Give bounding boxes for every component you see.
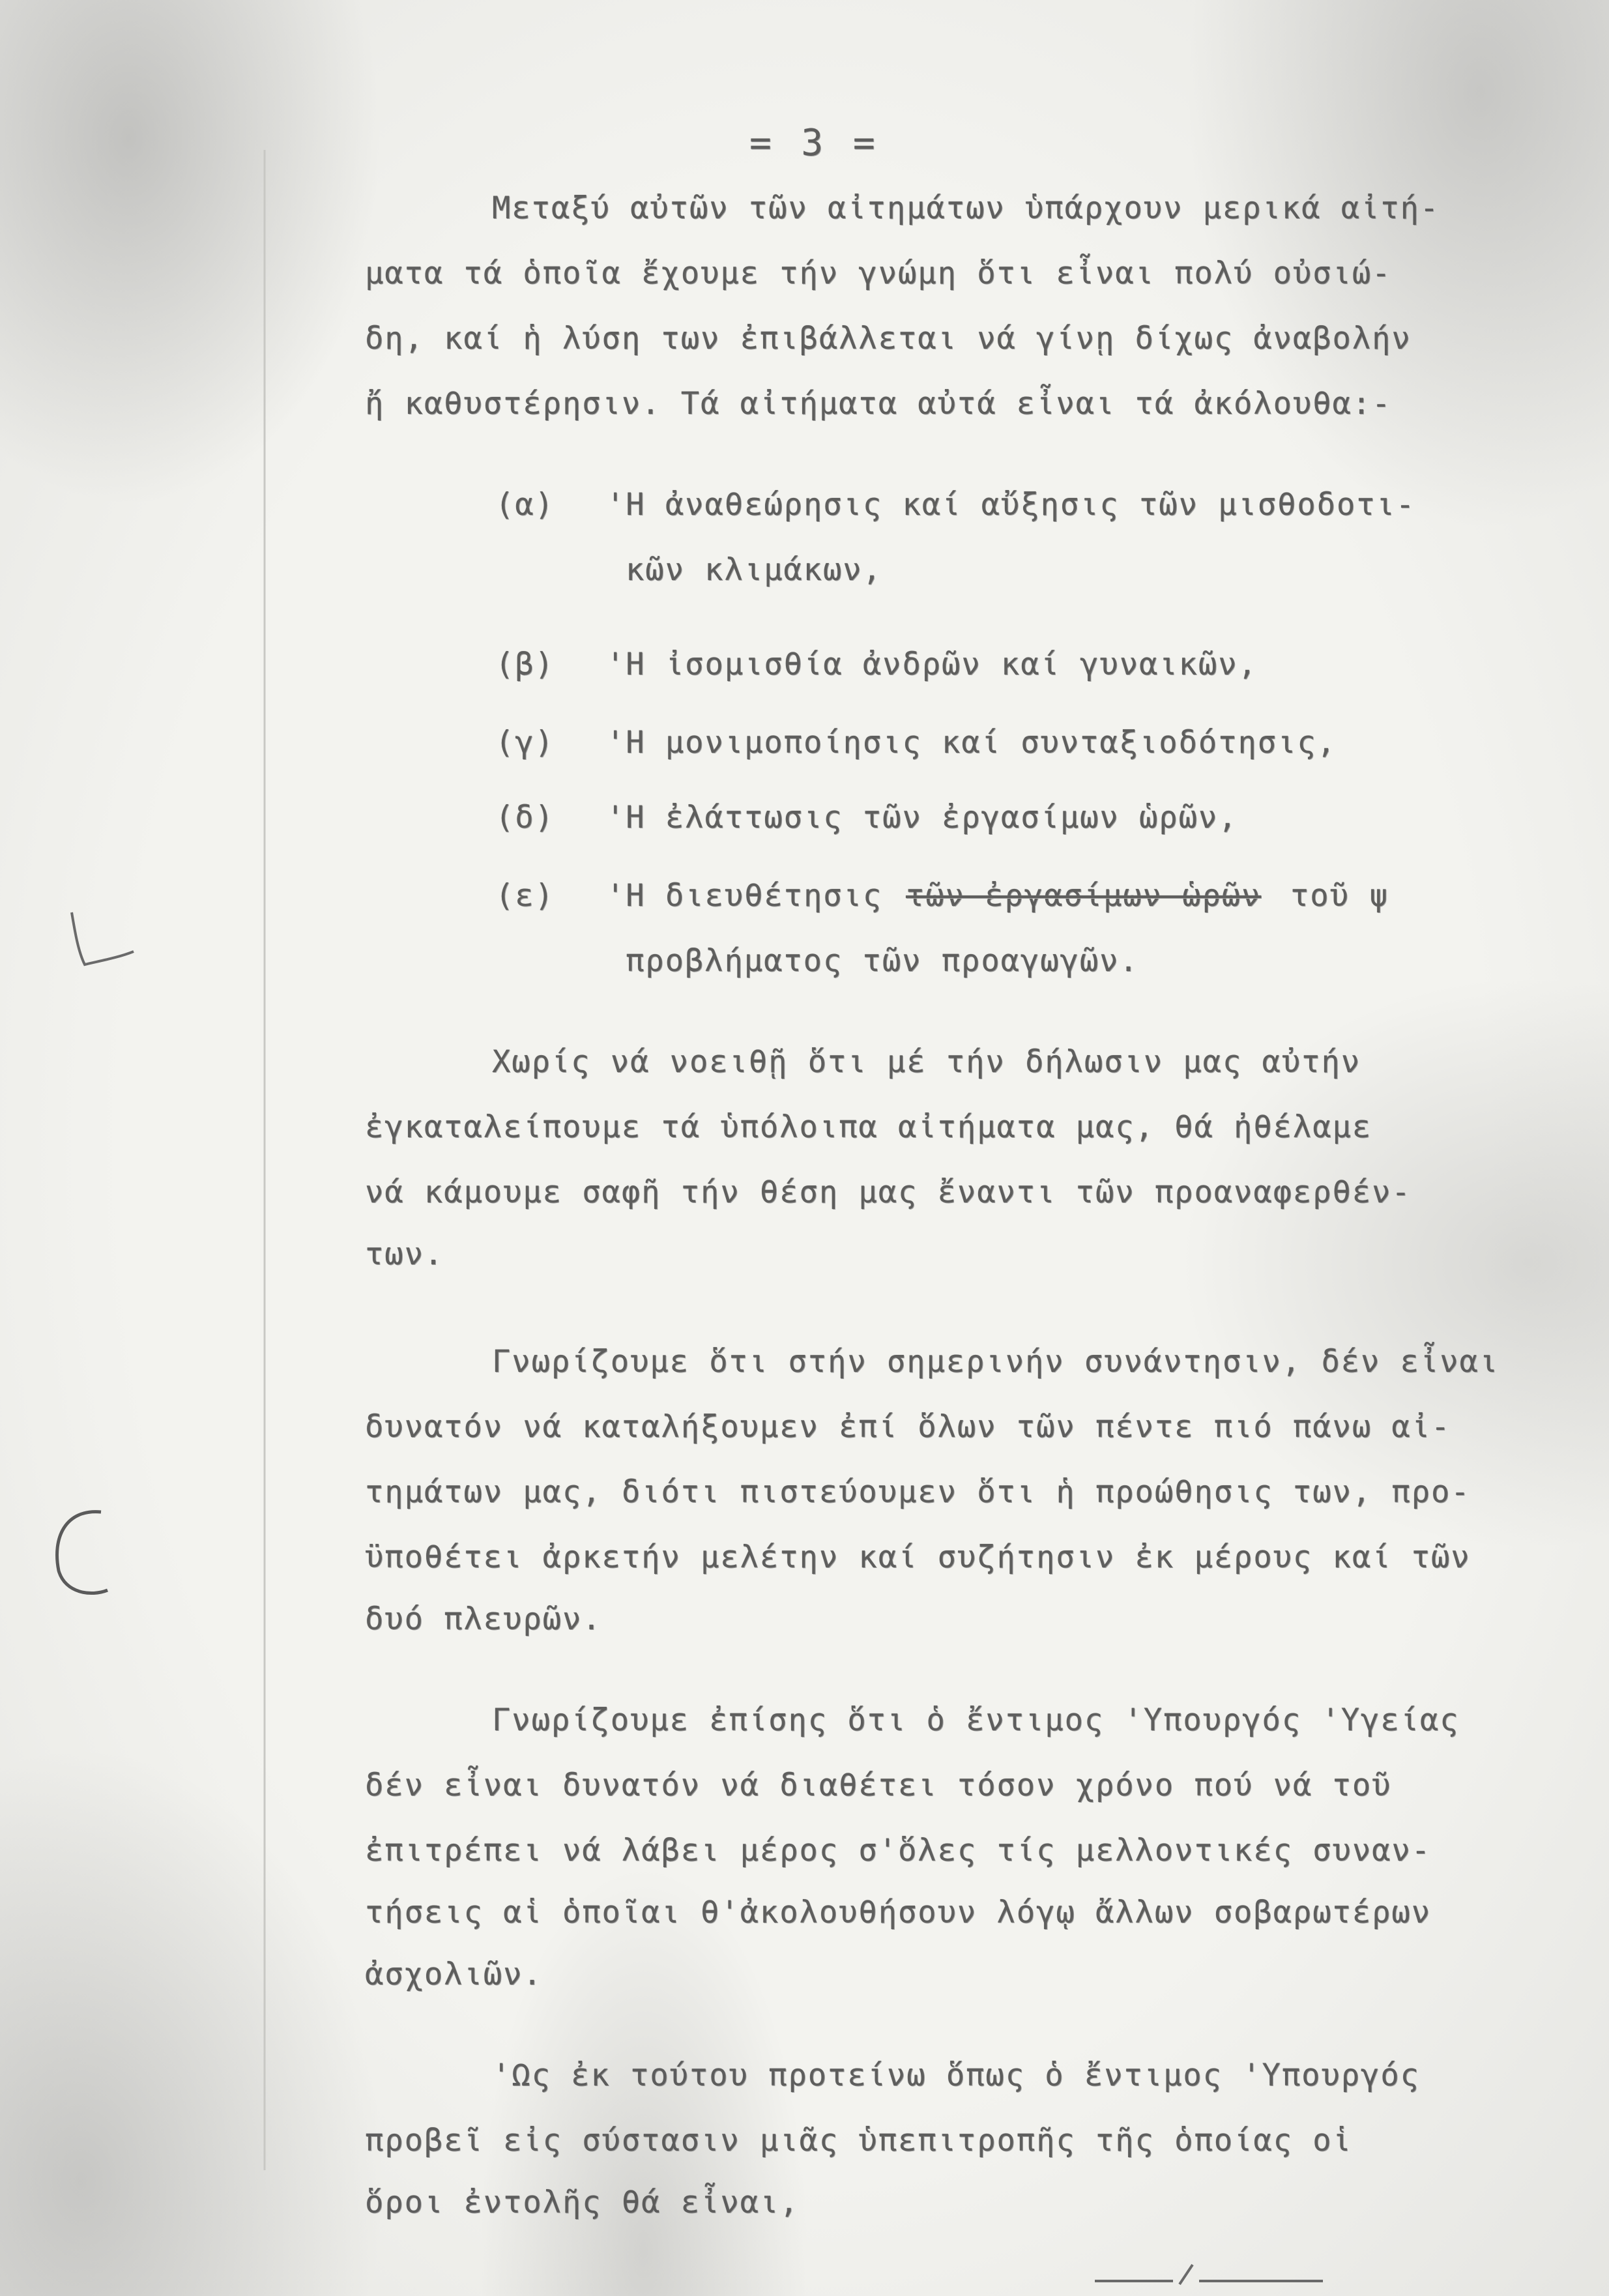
paragraph-2-line-2: ἐγκαταλείπουμε τά ὑπόλοιπα αἰτήματα μας, θά ἠθέλαμε bbox=[365, 1109, 1372, 1145]
list-item-a-line-1: 'Η ἀναθεώρησις καί αὔξησις τῶν μισθοδοτι- bbox=[606, 487, 1416, 523]
list-item-a-line-2: κῶν κλιμάκων, bbox=[626, 552, 882, 588]
paragraph-3-line-4: ϋποθέτει ἀρκετήν μελέτην καί συζήτησιν ἐκ μέρους καί τῶν bbox=[365, 1539, 1471, 1575]
paragraph-2-line-1: Χωρίς νά νοειθῇ ὅτι μέ τήν δήλωσιν μας αὐτήν bbox=[492, 1044, 1361, 1080]
paragraph-5-line-1: 'Ως ἐκ τούτου προτείνω ὅπως ὁ ἔντιμος 'Υπουργός bbox=[492, 2057, 1420, 2093]
list-item-e-line-1-start: 'Η διευθέτησις bbox=[606, 878, 883, 914]
paragraph-3-line-3: τημάτων μας, διότι πιστεύουμεν ὅτι ἡ προώθησις των, προ- bbox=[365, 1474, 1471, 1510]
bottom-edge-scribble bbox=[1095, 2261, 1329, 2288]
list-marker-e: (ε) bbox=[495, 878, 555, 914]
paragraph-5-line-3: ὅροι ἐντολῆς θά εἶναι, bbox=[365, 2185, 800, 2220]
paragraph-4-line-2: δέν εἶναι δυνατόν νά διαθέτει τόσον χρόνο πού νά τοῦ bbox=[365, 1767, 1392, 1803]
paragraph-1-line-1: Μεταξύ αὐτῶν τῶν αἰτημάτων ὑπάρχουν μερικά αἰτή- bbox=[492, 190, 1440, 226]
paragraph-1-line-2: ματα τά ὁποῖα ἔχουμε τήν γνώμη ὅτι εἶναι πολύ οὐσιώ- bbox=[365, 255, 1392, 291]
list-item-e-line-2: προβλήματος τῶν προαγωγῶν. bbox=[626, 943, 1139, 979]
paragraph-1-line-4: ἤ καθυστέρησιν. Τά αἰτήματα αὐτά εἶναι τά ἀκόλουθα:- bbox=[365, 386, 1392, 422]
list-marker-c: (γ) bbox=[495, 725, 555, 761]
paragraph-3-line-1: Γνωρίζουμε ὅτι στήν σημερινήν συνάντησιν, δέν εἶναι bbox=[492, 1344, 1500, 1380]
paragraph-3-line-5: δυό πλευρῶν. bbox=[365, 1601, 602, 1637]
paragraph-4-line-4: τήσεις αἱ ὁποῖαι θ'ἀκολουθήσουν λόγῳ ἄλλων σοβαρωτέρων bbox=[365, 1895, 1432, 1930]
paragraph-1-line-3: δη, καί ἡ λύση των ἐπιβάλλεται νά γίνῃ δίχως ἀναβολήν bbox=[365, 321, 1412, 356]
page-number: = 3 = bbox=[749, 122, 879, 164]
list-item-d-line-1: 'Η ἐλάττωσις τῶν ἐργασίμων ὡρῶν, bbox=[606, 800, 1238, 836]
list-item-e-struck-text: τῶν ἐργασίμων ὡρῶν bbox=[906, 878, 1262, 914]
list-marker-b: (β) bbox=[495, 647, 555, 682]
paragraph-2-line-3: νά κάμουμε σαφῆ τήν θέση μας ἔναντι τῶν προαναφερθέν- bbox=[365, 1174, 1412, 1210]
margin-tick-mark bbox=[46, 906, 137, 978]
paragraph-4-line-5: ἀσχολιῶν. bbox=[365, 1956, 543, 1992]
list-marker-d: (δ) bbox=[495, 800, 555, 836]
paragraph-5-line-2: προβεῖ εἰς σύστασιν μιᾶς ὑπεπιτροπῆς τῆς ὁποίας οἱ bbox=[365, 2123, 1352, 2158]
list-item-e-line-1-end: τοῦ ψ bbox=[1290, 878, 1389, 914]
paragraph-4-line-1: Γνωρίζουμε ἐπίσης ὅτι ὁ ἔντιμος 'Υπουργός 'Υγείας bbox=[492, 1702, 1460, 1738]
paragraph-3-line-2: δυνατόν νά καταλήξουμεν ἐπί ὅλων τῶν πέντε πιό πάνω αἰ- bbox=[365, 1409, 1451, 1445]
list-item-c-line-1: 'Η μονιμοποίησις καί συνταξιοδότησις, bbox=[606, 725, 1337, 761]
punch-hole-mark bbox=[39, 1499, 117, 1603]
paragraph-4-line-3: ἐπιτρέπει νά λάβει μέρος σ'ὅλες τίς μελλοντικές συναν- bbox=[365, 1833, 1432, 1868]
list-marker-a: (α) bbox=[495, 487, 555, 523]
paragraph-2-line-4: των. bbox=[365, 1236, 444, 1272]
fold-line-mark bbox=[261, 150, 268, 2170]
list-item-b-line-1: 'Η ἰσομισθία ἀνδρῶν καί γυναικῶν, bbox=[606, 647, 1258, 682]
